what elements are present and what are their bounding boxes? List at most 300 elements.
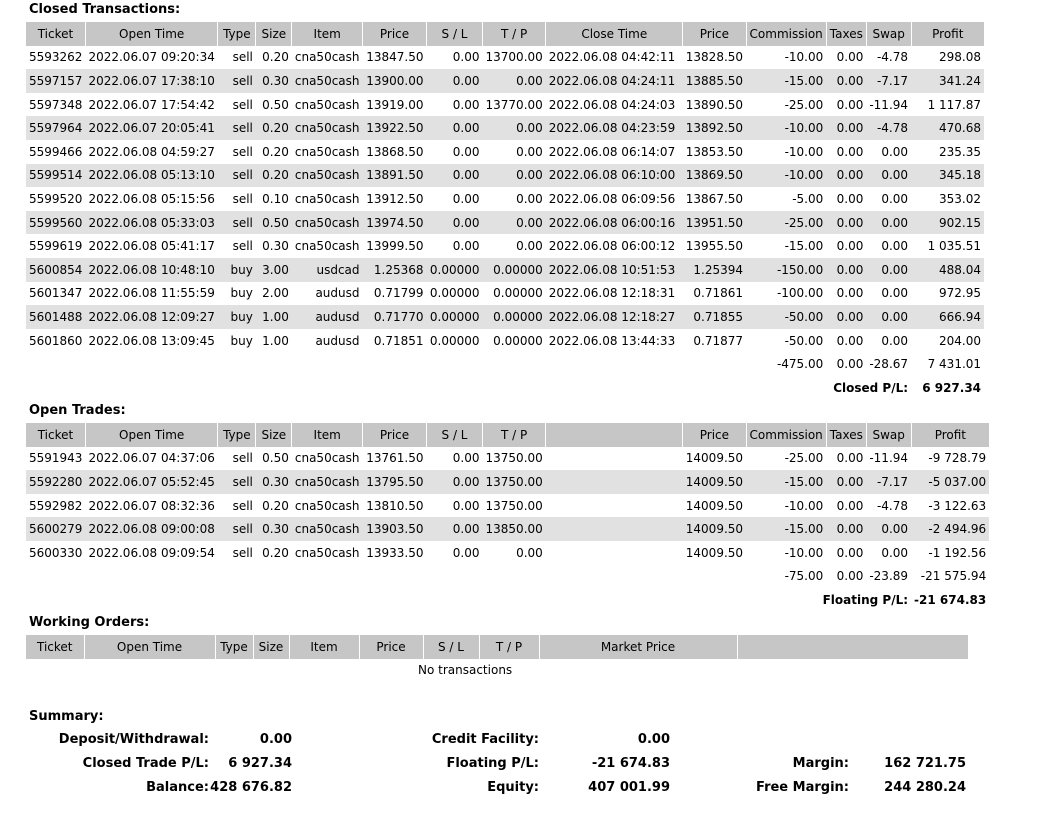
- open-cell-taxes: 0.00: [836, 451, 864, 466]
- working-header-s-l: S / L: [423, 635, 479, 659]
- open-cell-price: 13903.50: [363, 517, 427, 541]
- closed-cell-type: buy: [230, 286, 253, 301]
- closed-cell-close-time: 2022.06.08 12:18:31: [548, 286, 676, 301]
- closed-cell-size: 3.00: [256, 258, 292, 282]
- open-cell-taxes: 0.00: [836, 545, 864, 560]
- closed-transactions-table: [26, 22, 984, 400]
- closed-header-size: Size: [256, 22, 292, 46]
- closed-cell-swap: 0.00: [881, 333, 909, 348]
- closed-cell-open-time: 2022.06.08 13:09:45: [88, 333, 215, 348]
- closed-row: [26, 234, 984, 258]
- closed-cell-type: buy: [230, 333, 253, 348]
- closed-row: [26, 46, 984, 70]
- working-header-type: Type: [215, 635, 253, 659]
- closed-cell-close-price: 13951.50: [683, 211, 746, 235]
- closed-cell-taxes: 0.00: [826, 69, 866, 93]
- open-cell-price: 13810.50: [366, 498, 424, 513]
- closed-cell-item: usdcad: [292, 258, 363, 282]
- open-cell-item: cna50cash: [294, 451, 360, 466]
- open-cell-profit: -1 192.56: [928, 545, 987, 560]
- closed-cell-ticket: 5597157: [26, 69, 85, 93]
- closed-row: [26, 140, 984, 164]
- closed-cell-taxes: 0.00: [836, 97, 864, 112]
- closed-cell-sl: 0.00: [452, 191, 480, 206]
- closed-cell-tp: 0.00000: [483, 305, 546, 329]
- closed-row: [26, 187, 984, 211]
- open-cell-size: 0.30: [256, 517, 292, 541]
- open-header-row: [26, 423, 989, 447]
- closed-cell-open-time: 2022.06.08 05:13:10: [85, 164, 217, 188]
- closed-cell-commission: -50.00: [746, 305, 826, 329]
- closed-header-price: Price: [683, 22, 746, 46]
- closed-cell-sl: 0.00: [427, 211, 483, 235]
- closed-cell-swap: 0.00: [881, 239, 909, 254]
- closed-cell-size: 0.50: [262, 97, 289, 112]
- open-header-taxes: Taxes: [826, 423, 866, 447]
- open-cell-close-price: 14009.50: [685, 545, 744, 560]
- open-cell-type: sell: [232, 545, 253, 560]
- closed-cell-open-time: 2022.06.07 20:05:41: [85, 116, 217, 140]
- open-cell-commission: -25.00: [784, 451, 824, 466]
- closed-row: [26, 164, 984, 188]
- open-row: [26, 470, 989, 494]
- closed-cell-tp: 0.00000: [493, 333, 543, 348]
- working-header-open-time: Open Time: [84, 635, 215, 659]
- closed-cell-item: cna50cash: [292, 211, 363, 235]
- open-cell-ticket: 5592982: [29, 498, 83, 513]
- closed-cell-price: 13922.50: [363, 116, 427, 140]
- blank-cell: [26, 352, 746, 376]
- open-cell-close-time: [546, 541, 683, 565]
- closed-cell-ticket: 5600854: [26, 258, 85, 282]
- balance-label: Balance:: [146, 780, 209, 795]
- working-header-ticket: Ticket: [26, 635, 84, 659]
- closed-cell-commission: -100.00: [776, 286, 824, 301]
- open-cell-close-time: [546, 517, 683, 541]
- closed-cell-profit: 353.02: [939, 191, 982, 206]
- closed-cell-close-time: 2022.06.08 04:23:59: [546, 116, 683, 140]
- floating-pl-summary-label: Floating P/L:: [446, 756, 539, 771]
- closed-cell-taxes: 0.00: [836, 333, 864, 348]
- deposit-value: 0.00: [259, 732, 292, 747]
- open-cell-swap: -11.94: [869, 451, 909, 466]
- open-cell-ticket: 5600330: [29, 545, 83, 560]
- closed-header-t-p: T / P: [483, 22, 546, 46]
- closed-cell-open-time: 2022.06.07 17:38:10: [85, 69, 217, 93]
- closed-cell-tp: 0.00: [516, 191, 543, 206]
- closed-cell-profit: 666.94: [911, 305, 984, 329]
- closed-cell-item: cna50cash: [294, 144, 360, 159]
- closed-cell-price: 13868.50: [366, 144, 424, 159]
- closed-pl-label: Closed P/L:: [833, 380, 909, 395]
- closed-cell-tp: 13770.00: [485, 97, 543, 112]
- closed-cell-item: cna50cash: [294, 97, 360, 112]
- open-cell-profit: -9 728.79: [928, 451, 987, 466]
- closed-cell-close-time: 2022.06.08 06:09:56: [548, 191, 676, 206]
- open-header-size: Size: [256, 423, 292, 447]
- closed-row: [26, 211, 984, 235]
- open-cell-commission: -10.00: [784, 498, 824, 513]
- open-cell-taxes: 0.00: [826, 470, 866, 494]
- open-cell-price: 13761.50: [366, 451, 424, 466]
- closed-cell-price: 13912.50: [366, 191, 424, 206]
- closed-cell-swap: -7.17: [866, 69, 911, 93]
- closed-cell-sl: 0.00: [452, 50, 480, 65]
- closed-header-commission: Commission: [746, 22, 826, 46]
- closed-cell-ticket: 5601488: [26, 305, 85, 329]
- open-cell-open-time: 2022.06.07 05:52:45: [85, 470, 217, 494]
- closed-cell-commission: -15.00: [784, 239, 824, 254]
- closed-cell-size: 1.00: [256, 305, 292, 329]
- closed-cell-taxes: 0.00: [826, 305, 866, 329]
- closed-cell-profit: 470.68: [911, 116, 984, 140]
- open-header-commission: Commission: [746, 423, 826, 447]
- free-margin-value: 244 280.24: [884, 780, 966, 795]
- closed-total-profit: 7 431.01: [927, 357, 982, 372]
- working-header-blank: [737, 635, 968, 659]
- closed-header-close-time: Close Time: [546, 22, 683, 46]
- closed-cell-close-time: 2022.06.08 10:51:53: [546, 258, 683, 282]
- credit-facility-value: 0.00: [637, 732, 670, 747]
- open-header-blank: [546, 423, 683, 447]
- closed-cell-sl: 0.00: [427, 69, 483, 93]
- open-header-profit: Profit: [911, 423, 989, 447]
- open-cell-tp: 13750.00: [485, 498, 543, 513]
- open-cell-price: 13933.50: [366, 545, 424, 560]
- closed-cell-profit: 345.18: [911, 164, 984, 188]
- open-header-swap: Swap: [866, 423, 911, 447]
- open-cell-taxes: 0.00: [836, 498, 864, 513]
- closed-cell-price: 13974.50: [363, 211, 427, 235]
- working-header-row: [26, 635, 968, 659]
- closed-cell-size: 0.30: [262, 239, 289, 254]
- open-header-t-p: T / P: [483, 423, 546, 447]
- closed-cell-close-time: 2022.06.08 04:24:03: [548, 97, 676, 112]
- closed-cell-sl: 0.00: [427, 164, 483, 188]
- closed-cell-taxes: 0.00: [826, 211, 866, 235]
- closed-header-profit: Profit: [911, 22, 984, 46]
- closed-cell-item: audusd: [315, 333, 360, 348]
- open-cell-item: cna50cash: [292, 470, 363, 494]
- closed-cell-size: 0.20: [256, 164, 292, 188]
- closed-row: [26, 305, 984, 329]
- closed-cell-swap: 0.00: [866, 211, 911, 235]
- open-cell-item: cna50cash: [294, 545, 360, 560]
- closed-cell-sl: 0.00: [452, 144, 480, 159]
- open-header-item: Item: [292, 423, 363, 447]
- working-header-size: Size: [253, 635, 289, 659]
- open-cell-profit: -2 494.96: [911, 517, 989, 541]
- deposit-label: Deposit/Withdrawal:: [58, 732, 209, 747]
- closed-cell-size: 2.00: [262, 286, 289, 301]
- margin-label: Margin:: [792, 756, 849, 771]
- closed-cell-profit: 341.24: [911, 69, 984, 93]
- closed-cell-type: sell: [232, 50, 253, 65]
- closed-cell-type: sell: [232, 144, 253, 159]
- closed-cell-close-price: 13867.50: [685, 191, 744, 206]
- closed-cell-profit: 972.95: [939, 286, 982, 301]
- open-cell-swap: -7.17: [866, 470, 911, 494]
- closed-cell-commission: -25.00: [784, 97, 824, 112]
- open-cell-taxes: 0.00: [826, 517, 866, 541]
- closed-cell-price: 0.71851: [373, 333, 424, 348]
- open-row: [26, 517, 989, 541]
- closed-cell-tp: 0.00: [516, 239, 543, 254]
- open-cell-size: 0.30: [256, 470, 292, 494]
- open-cell-sl: 0.00: [427, 470, 483, 494]
- open-header-ticket: Ticket: [26, 423, 85, 447]
- closed-row: [26, 93, 984, 117]
- open-totals-row: [26, 565, 989, 589]
- open-cell-type: sell: [218, 470, 256, 494]
- closed-cell-swap: 0.00: [881, 144, 909, 159]
- closed-cell-taxes: 0.00: [836, 286, 864, 301]
- closed-cell-swap: 0.00: [866, 258, 911, 282]
- closed-cell-close-price: 1.25394: [683, 258, 746, 282]
- closed-header-type: Type: [218, 22, 256, 46]
- open-cell-close-time: [546, 447, 683, 471]
- open-cell-type: sell: [232, 498, 253, 513]
- closed-cell-close-time: 2022.06.08 06:10:00: [546, 164, 683, 188]
- closed-header-item: Item: [292, 22, 363, 46]
- closed-cell-item: cna50cash: [294, 50, 360, 65]
- open-header-price: Price: [363, 423, 427, 447]
- open-cell-tp: 13750.00: [483, 470, 546, 494]
- closed-cell-swap: -4.78: [866, 116, 911, 140]
- closed-cell-swap: -11.94: [869, 97, 909, 112]
- open-total-commission: -75.00: [784, 569, 824, 584]
- equity-value: 407 001.99: [588, 780, 670, 795]
- closed-cell-type: buy: [218, 305, 256, 329]
- closed-header-open-time: Open Time: [85, 22, 217, 46]
- closed-cell-profit: 1 117.87: [927, 97, 982, 112]
- closed-cell-type: sell: [232, 97, 253, 112]
- open-cell-close-price: 14009.50: [683, 517, 746, 541]
- closed-cell-swap: 0.00: [881, 191, 909, 206]
- closed-total-commission: -475.00: [776, 357, 824, 372]
- closed-header-price: Price: [363, 22, 427, 46]
- working-orders-title: Working Orders:: [29, 615, 150, 630]
- closed-cell-type: sell: [232, 239, 253, 254]
- closed-cell-close-price: 0.71861: [693, 286, 744, 301]
- open-cell-commission: -15.00: [746, 517, 826, 541]
- working-empty-row: [26, 659, 968, 683]
- closed-cell-close-time: 2022.06.08 04:42:11: [548, 50, 676, 65]
- closed-cell-open-time: 2022.06.08 10:48:10: [85, 258, 217, 282]
- open-cell-ticket: 5591943: [29, 451, 83, 466]
- blank-cell: [26, 565, 746, 589]
- closed-cell-ticket: 5601860: [29, 333, 83, 348]
- closed-header-taxes: Taxes: [826, 22, 866, 46]
- open-header-price: Price: [683, 423, 746, 447]
- closed-cell-open-time: 2022.06.08 04:59:27: [88, 144, 215, 159]
- closed-cell-tp: 0.00: [483, 69, 546, 93]
- closed-cell-close-price: 13853.50: [685, 144, 744, 159]
- closed-transactions-title: Closed Transactions:: [29, 2, 181, 17]
- closed-cell-commission: -15.00: [746, 69, 826, 93]
- open-cell-sl: 0.00: [452, 545, 480, 560]
- open-cell-swap: 0.00: [881, 545, 909, 560]
- closed-cell-taxes: 0.00: [836, 191, 864, 206]
- closed-cell-swap: -4.78: [876, 50, 909, 65]
- closed-cell-item: cna50cash: [294, 239, 360, 254]
- summary-title: Summary:: [29, 709, 104, 724]
- closed-cell-ticket: 5597964: [26, 116, 85, 140]
- open-cell-sl: 0.00: [427, 517, 483, 541]
- open-cell-close-price: 14009.50: [683, 470, 746, 494]
- closed-cell-tp: 0.00: [483, 164, 546, 188]
- closed-cell-ticket: 5599514: [26, 164, 85, 188]
- closed-cell-open-time: 2022.06.08 12:09:27: [85, 305, 217, 329]
- open-trades-table: [26, 423, 989, 612]
- closed-cell-profit: 488.04: [911, 258, 984, 282]
- closed-cell-taxes: 0.00: [836, 50, 864, 65]
- closed-cell-ticket: 5599560: [26, 211, 85, 235]
- closed-cell-open-time: 2022.06.07 17:54:42: [88, 97, 215, 112]
- open-cell-profit: -5 037.00: [911, 470, 989, 494]
- open-total-taxes: 0.00: [836, 569, 864, 584]
- open-cell-price: 13795.50: [363, 470, 427, 494]
- closed-cell-size: 0.30: [256, 69, 292, 93]
- open-header-type: Type: [218, 423, 256, 447]
- closed-cell-item: cna50cash: [292, 116, 363, 140]
- closed-cell-sl: 0.00000: [429, 286, 480, 301]
- open-cell-profit: -3 122.63: [928, 498, 987, 513]
- closed-cell-sl: 0.00000: [427, 258, 483, 282]
- closed-cell-close-price: 13890.50: [685, 97, 744, 112]
- closed-cell-size: 0.20: [262, 144, 289, 159]
- open-cell-open-time: 2022.06.08 09:00:08: [85, 517, 217, 541]
- closed-cell-close-price: 13892.50: [683, 116, 746, 140]
- open-trades-title: Open Trades:: [29, 403, 126, 418]
- closed-cell-type: sell: [218, 69, 256, 93]
- credit-facility-label: Credit Facility:: [431, 732, 539, 747]
- open-total-profit: -21 575.94: [920, 569, 987, 584]
- open-cell-tp: 13850.00: [483, 517, 546, 541]
- open-cell-swap: -4.78: [876, 498, 909, 513]
- open-cell-ticket: 5600279: [26, 517, 85, 541]
- closed-row: [26, 116, 984, 140]
- closed-cell-close-time: 2022.06.08 04:24:11: [546, 69, 683, 93]
- closed-header-swap: Swap: [866, 22, 911, 46]
- closed-cell-ticket: 5597348: [29, 97, 83, 112]
- closed-cell-commission: -10.00: [746, 116, 826, 140]
- closed-cell-open-time: 2022.06.08 05:15:56: [88, 191, 215, 206]
- open-pl-row: [26, 588, 989, 612]
- open-cell-open-time: 2022.06.07 04:37:06: [88, 451, 215, 466]
- open-cell-size: 0.50: [262, 451, 289, 466]
- closed-cell-close-price: 13885.50: [683, 69, 746, 93]
- closed-cell-sl: 0.00: [452, 97, 480, 112]
- closed-cell-price: 0.71770: [363, 305, 427, 329]
- open-header-open-time: Open Time: [85, 423, 217, 447]
- open-cell-open-time: 2022.06.08 09:09:54: [88, 545, 215, 560]
- closed-cell-taxes: 0.00: [826, 258, 866, 282]
- closed-cell-taxes: 0.00: [836, 239, 864, 254]
- closed-trade-pl-value: 6 927.34: [228, 756, 292, 771]
- open-cell-item: cna50cash: [294, 498, 360, 513]
- closed-cell-price: 13999.50: [366, 239, 424, 254]
- open-cell-tp: 0.00: [516, 545, 543, 560]
- closed-cell-close-time: 2022.06.08 06:00:12: [548, 239, 676, 254]
- working-header-price: Price: [359, 635, 423, 659]
- closed-cell-tp: 0.00: [516, 144, 543, 159]
- open-pl-value: -21 674.83: [914, 592, 987, 607]
- closed-cell-open-time: 2022.06.08 05:41:17: [88, 239, 215, 254]
- open-row: [26, 494, 989, 518]
- closed-cell-tp: 0.00: [483, 116, 546, 140]
- closed-cell-close-price: 0.71855: [683, 305, 746, 329]
- closed-cell-taxes: 0.00: [836, 144, 864, 159]
- closed-cell-commission: -10.00: [784, 144, 824, 159]
- closed-total-swap: -28.67: [869, 357, 909, 372]
- closed-cell-close-time: 2022.06.08 06:00:16: [546, 211, 683, 235]
- open-cell-open-time: 2022.06.07 08:32:36: [88, 498, 215, 513]
- closed-cell-sl: 0.00: [452, 239, 480, 254]
- closed-cell-profit: 204.00: [939, 333, 982, 348]
- closed-cell-open-time: 2022.06.07 09:20:34: [88, 50, 215, 65]
- open-total-swap: -23.89: [869, 569, 909, 584]
- closed-cell-ticket: 5601347: [29, 286, 83, 301]
- closed-cell-type: sell: [218, 211, 256, 235]
- open-cell-swap: 0.00: [866, 517, 911, 541]
- closed-header-ticket: Ticket: [26, 22, 85, 46]
- working-header-t-p: T / P: [479, 635, 539, 659]
- free-margin-label: Free Margin:: [756, 780, 849, 795]
- closed-cell-tp: 0.00000: [493, 286, 543, 301]
- closed-totals-row: [26, 352, 984, 376]
- open-cell-type: sell: [232, 451, 253, 466]
- open-cell-sl: 0.00: [452, 451, 480, 466]
- closed-cell-commission: -10.00: [784, 50, 824, 65]
- closed-cell-open-time: 2022.06.08 11:55:59: [88, 286, 215, 301]
- closed-row: [26, 329, 984, 353]
- closed-cell-commission: -50.00: [784, 333, 824, 348]
- closed-cell-profit: 902.15: [911, 211, 984, 235]
- open-cell-commission: -10.00: [784, 545, 824, 560]
- closed-trade-pl-label: Closed Trade P/L:: [82, 756, 209, 771]
- closed-cell-close-price: 13869.50: [683, 164, 746, 188]
- closed-row: [26, 69, 984, 93]
- closed-cell-price: 13919.00: [366, 97, 424, 112]
- closed-row: [26, 258, 984, 282]
- closed-cell-type: sell: [232, 191, 253, 206]
- no-transactions-text: No transactions: [418, 663, 513, 678]
- closed-cell-item: cna50cash: [292, 164, 363, 188]
- open-cell-tp: 13750.00: [485, 451, 543, 466]
- closed-cell-close-time: 2022.06.08 06:14:07: [548, 144, 676, 159]
- closed-cell-close-time: 2022.06.08 12:18:27: [546, 305, 683, 329]
- closed-cell-ticket: 5599520: [29, 191, 83, 206]
- closed-cell-type: sell: [218, 116, 256, 140]
- closed-cell-close-time: 2022.06.08 13:44:33: [548, 333, 676, 348]
- closed-cell-close-price: 13955.50: [685, 239, 744, 254]
- working-orders-table: [26, 635, 968, 682]
- closed-cell-profit: 235.35: [939, 144, 982, 159]
- closed-cell-size: 1.00: [262, 333, 289, 348]
- blank-cell: [26, 376, 746, 400]
- closed-cell-sl: 0.00000: [427, 305, 483, 329]
- closed-cell-size: 0.10: [262, 191, 289, 206]
- closed-cell-price: 13891.50: [363, 164, 427, 188]
- closed-cell-commission: -150.00: [746, 258, 826, 282]
- open-cell-close-time: [546, 470, 683, 494]
- open-cell-sl: 0.00: [452, 498, 480, 513]
- closed-cell-taxes: 0.00: [826, 116, 866, 140]
- closed-cell-price: 1.25368: [363, 258, 427, 282]
- closed-cell-profit: 298.08: [939, 50, 982, 65]
- open-header-s-l: S / L: [427, 423, 483, 447]
